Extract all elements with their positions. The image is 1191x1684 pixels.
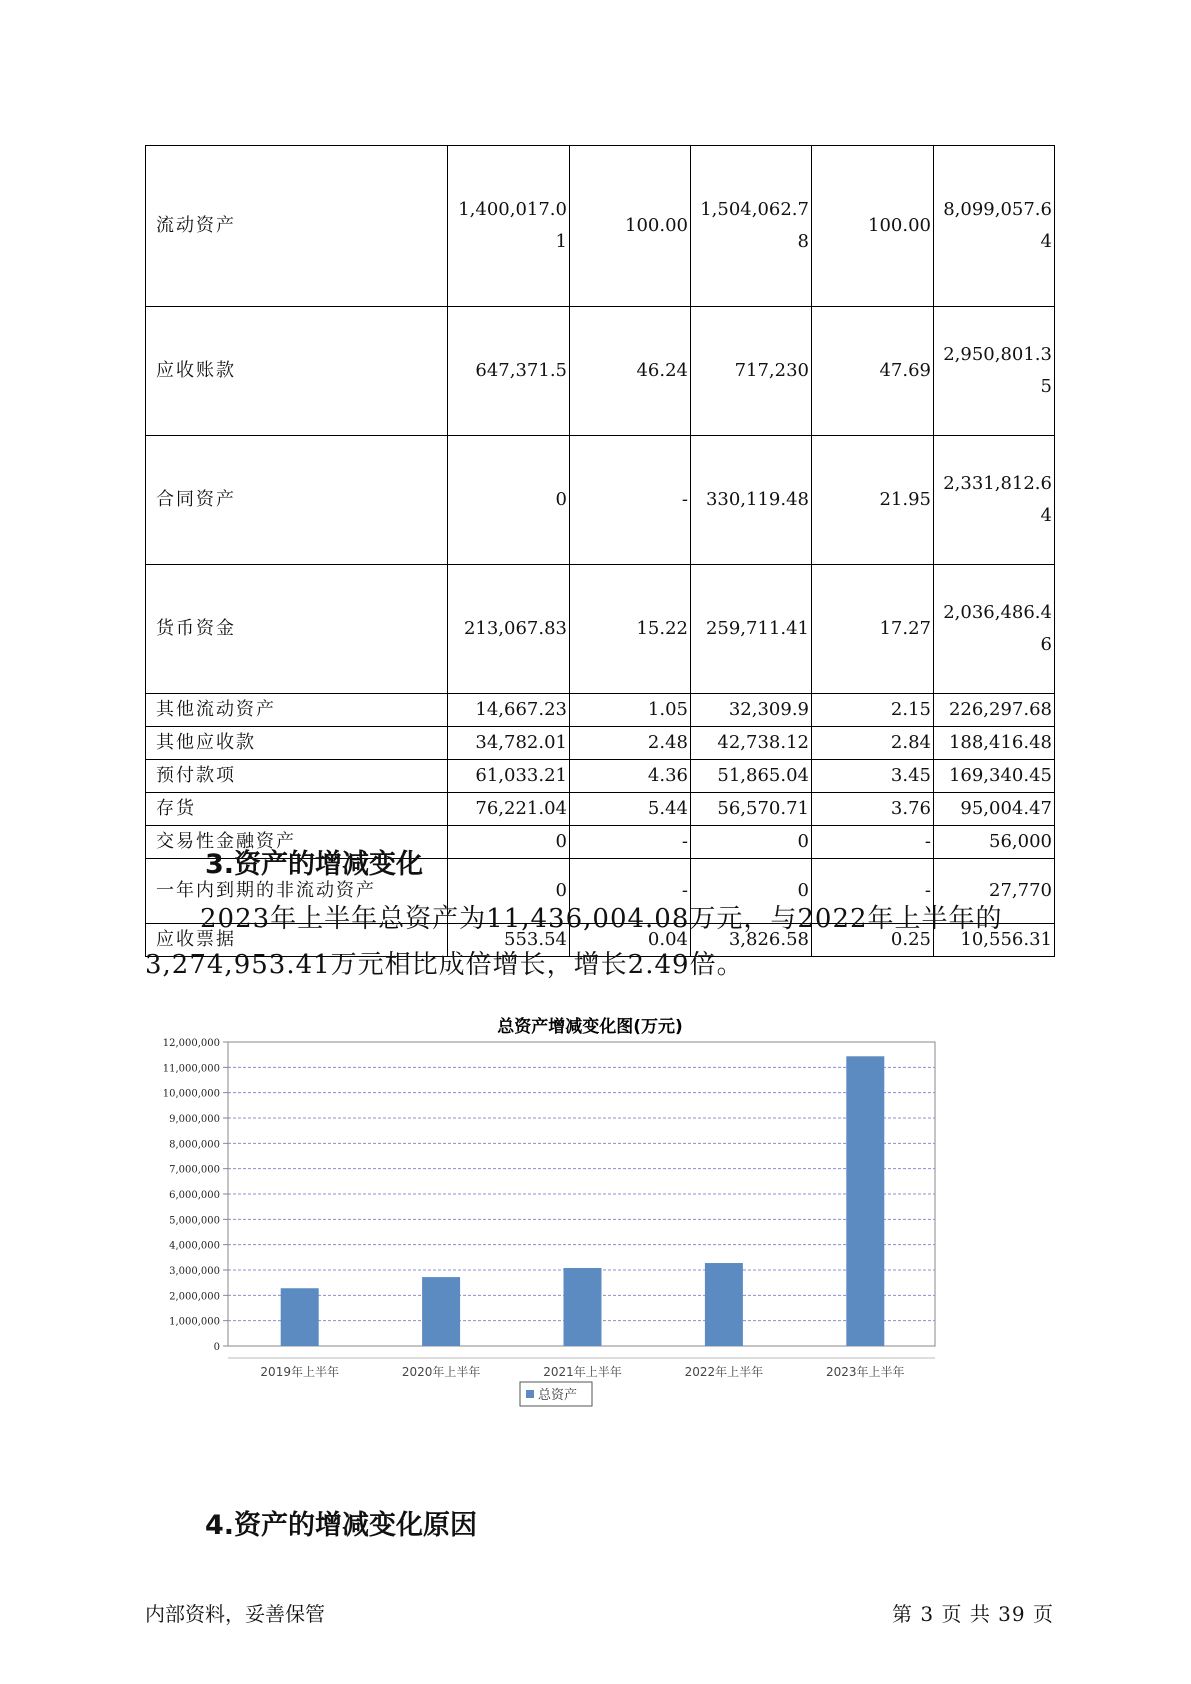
y-tick-label: 12,000,000 [162, 1038, 220, 1049]
chart-bars [281, 1056, 885, 1346]
table-row [146, 565, 1055, 694]
table-cell: - [570, 826, 691, 859]
y-tick-label: 11,000,000 [162, 1063, 220, 1075]
y-tick-label: 0 [213, 1342, 220, 1353]
row-label: 其他应收款 [146, 727, 448, 760]
y-tick-label: 4,000,000 [169, 1240, 220, 1252]
summary-paragraph: 2023年上半年总资产为11,436,004.08万元，与2022年上半年的3,274,953.41万元相比成倍增长，增长2.49倍。 [145, 904, 1003, 980]
table-cell: 0.04 [570, 924, 691, 957]
table-cell: 10,556.31 [934, 924, 1055, 957]
y-tick-label: 8,000,000 [169, 1139, 220, 1151]
table-cell: 0 [448, 859, 570, 924]
row-label: 应收账款 [146, 307, 448, 436]
y-tick-label: 7,000,000 [169, 1164, 220, 1176]
table-cell: 226,297.68 [934, 694, 1055, 727]
table-cell: 61,033.21 [448, 760, 570, 793]
table-row [146, 307, 1055, 436]
y-tick-label: 10,000,000 [162, 1088, 220, 1100]
table-cell: 42,738.12 [691, 727, 812, 760]
row-label: 合同资产 [146, 436, 448, 565]
row-label: 流动资产 [146, 146, 448, 307]
y-tick-label: 1,000,000 [169, 1316, 220, 1328]
legend-swatch [526, 1390, 534, 1398]
table-cell: 259,711.41 [691, 565, 812, 694]
row-label: 预付款项 [146, 760, 448, 793]
table-row [146, 694, 1055, 727]
table-cell: 27,770 [934, 859, 1055, 924]
table-cell: 1,504,062.78 [691, 146, 812, 307]
table-cell: 2.48 [570, 727, 691, 760]
x-tick-label: 2022年上半年 [684, 1365, 764, 1379]
table-cell: 0 [448, 826, 570, 859]
table-cell: 34,782.01 [448, 727, 570, 760]
chart-legend [520, 1382, 592, 1406]
table-cell: 14,667.23 [448, 694, 570, 727]
table-cell: 1,400,017.01 [448, 146, 570, 307]
table-cell: 2,950,801.35 [934, 307, 1055, 436]
table-cell: - [570, 859, 691, 924]
table-cell: 0.25 [812, 924, 934, 957]
table-cell: 213,067.83 [448, 565, 570, 694]
table-cell: 47.69 [812, 307, 934, 436]
table-cell: 5.44 [570, 793, 691, 826]
table-cell: 0 [691, 826, 812, 859]
table-cell: 15.22 [570, 565, 691, 694]
table-cell: - [570, 436, 691, 565]
bar-3 [705, 1263, 743, 1346]
section-3-heading: 3.资产的增减变化 [205, 849, 424, 880]
row-label: 货币资金 [146, 565, 448, 694]
table-cell: 8,099,057.64 [934, 146, 1055, 307]
table-cell: 0 [691, 859, 812, 924]
table-cell: 2.15 [812, 694, 934, 727]
table-cell: 100.00 [812, 146, 934, 307]
table-cell: 3.76 [812, 793, 934, 826]
table-row [146, 436, 1055, 565]
table-cell: 0 [448, 436, 570, 565]
table-row [146, 727, 1055, 760]
table-cell: 2.84 [812, 727, 934, 760]
y-tick-label: 6,000,000 [169, 1190, 220, 1201]
table-cell: 717,230 [691, 307, 812, 436]
table-cell: 3.45 [812, 760, 934, 793]
table-cell: 2,036,486.46 [934, 565, 1055, 694]
row-label: 应收票据 [146, 924, 448, 957]
footer-confidential-note: 内部资料，妥善保管 [145, 1602, 325, 1626]
table-cell: 56,000 [934, 826, 1055, 859]
table-cell: 553.54 [448, 924, 570, 957]
section-4-heading: 4.资产的增减变化原因 [205, 1510, 478, 1541]
table-cell: 32,309.9 [691, 694, 812, 727]
table-cell: 95,004.47 [934, 793, 1055, 826]
x-tick-label: 2023年上半年 [826, 1365, 905, 1379]
y-tick-label: 2,000,000 [169, 1291, 220, 1303]
bar-0 [281, 1288, 319, 1346]
row-label: 一年内到期的非流动资产 [146, 859, 448, 924]
table-cell: 1.05 [570, 694, 691, 727]
x-tick-label: 2020年上半年 [401, 1365, 481, 1379]
table-cell: 188,416.48 [934, 727, 1055, 760]
table-cell: - [812, 826, 934, 859]
table-row [146, 760, 1055, 793]
asset-table [145, 145, 1055, 957]
row-label: 存货 [146, 793, 448, 826]
y-tick-label: 9,000,000 [169, 1114, 220, 1125]
row-label: 其他流动资产 [146, 694, 448, 727]
table-body [146, 146, 1055, 957]
table-cell: 76,221.04 [448, 793, 570, 826]
bar-4 [846, 1056, 884, 1346]
table-cell: 21.95 [812, 436, 934, 565]
x-tick-label: 2019年上半年 [260, 1365, 339, 1379]
table-cell: 17.27 [812, 565, 934, 694]
table-cell: 3,826.58 [691, 924, 812, 957]
table-row [146, 793, 1055, 826]
y-tick-label: 5,000,000 [169, 1215, 220, 1227]
x-tick-label: 2021年上半年 [543, 1365, 622, 1379]
table-row [146, 146, 1055, 307]
legend-label: 总资产 [538, 1388, 578, 1403]
table-cell: 4.36 [570, 760, 691, 793]
chart-y-ticks [163, 1038, 220, 1353]
bar-1 [422, 1277, 460, 1346]
table-cell: - [812, 859, 934, 924]
table-cell: 330,119.48 [691, 436, 812, 565]
table-cell: 51,865.04 [691, 760, 812, 793]
row-label: 交易性金融资产 [146, 826, 448, 859]
table-cell: 647,371.5 [448, 307, 570, 436]
table-cell: 169,340.45 [934, 760, 1055, 793]
table-cell: 56,570.71 [691, 793, 812, 826]
table-cell: 100.00 [570, 146, 691, 307]
footer-page-number: 第 3 页 共 39 页 [892, 1602, 1054, 1626]
chart-x-ticks [260, 1364, 904, 1379]
table-cell: 46.24 [570, 307, 691, 436]
bar-2 [564, 1268, 602, 1346]
table-cell: 2,331,812.64 [934, 436, 1055, 565]
chart-title: 总资产增减变化图(万元) [497, 1017, 683, 1037]
y-tick-label: 3,000,000 [169, 1266, 220, 1277]
total-assets-chart [160, 1010, 1040, 1460]
